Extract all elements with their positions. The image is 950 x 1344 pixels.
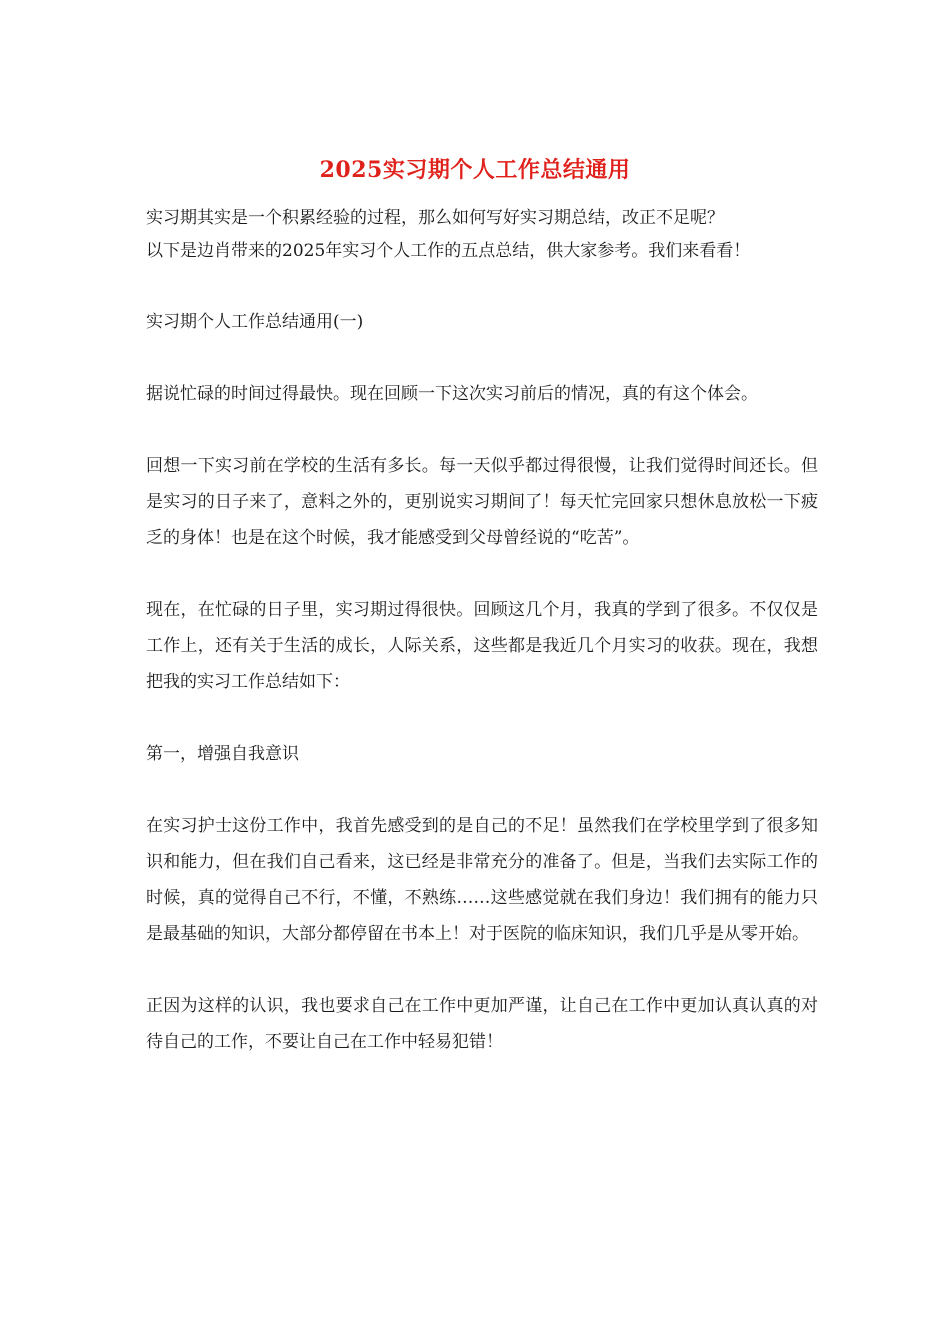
paragraph-3: 现在，在忙碌的日子里，实习期过得很快。回顾这几个月，我真的学到了很多。不仅仅是工作上，还有关于生活的成长，人际关系，这些都是我近几个月实习的收获。现在，我想把我的实习工作总结如下：	[146, 600, 818, 692]
intro-paragraph	[146, 202, 818, 268]
subheading-first: 第一，增强自我意识	[146, 744, 299, 764]
intro-line-1: 实习期其实是一个积累经验的过程，那么如何写好实习期总结，改正不足呢？	[146, 208, 724, 228]
paragraph-4: 在实习护士这份工作中，我首先感受到的是自己的不足！虽然我们在学校里学到了很多知识和能力，但在我们自己看来，这已经是非常充分的准备了。但是，当我们去实际工作的时候，真的觉得自己不行，不懂，不熟练……这些感觉就在我们身边！我们拥有的能力只是最基础的知识，大部分都停留在书本上！对于医院的临床知识，我们几乎是从零开始。	[146, 816, 818, 944]
section-heading: 实习期个人工作总结通用(一)	[146, 312, 364, 332]
intro-line-2: 以下是边肖带来的2025年实习个人工作的五点总结，供大家参考。我们来看看！	[146, 241, 751, 261]
paragraph-1: 据说忙碌的时间过得最快。现在回顾一下这次实习前后的情况，真的有这个体会。	[146, 384, 758, 404]
document-body	[146, 202, 818, 1060]
document-title: 2025实习期个人工作总结通用	[319, 157, 631, 183]
paragraph-2: 回想一下实习前在学校的生活有多长。每一天似乎都过得很慢，让我们觉得时间还长。但是实习的日子来了，意料之外的，更别说实习期间了！每天忙完回家只想休息放松一下疲乏的身体！也是在这个时候，我才能感受到父母曾经说的“吃苦”。	[146, 456, 818, 548]
paragraph-5: 正因为这样的认识，我也要求自己在工作中更加严谨，让自己在工作中更加认真认真的对待自己的工作，不要让自己在工作中轻易犯错！	[146, 996, 818, 1052]
